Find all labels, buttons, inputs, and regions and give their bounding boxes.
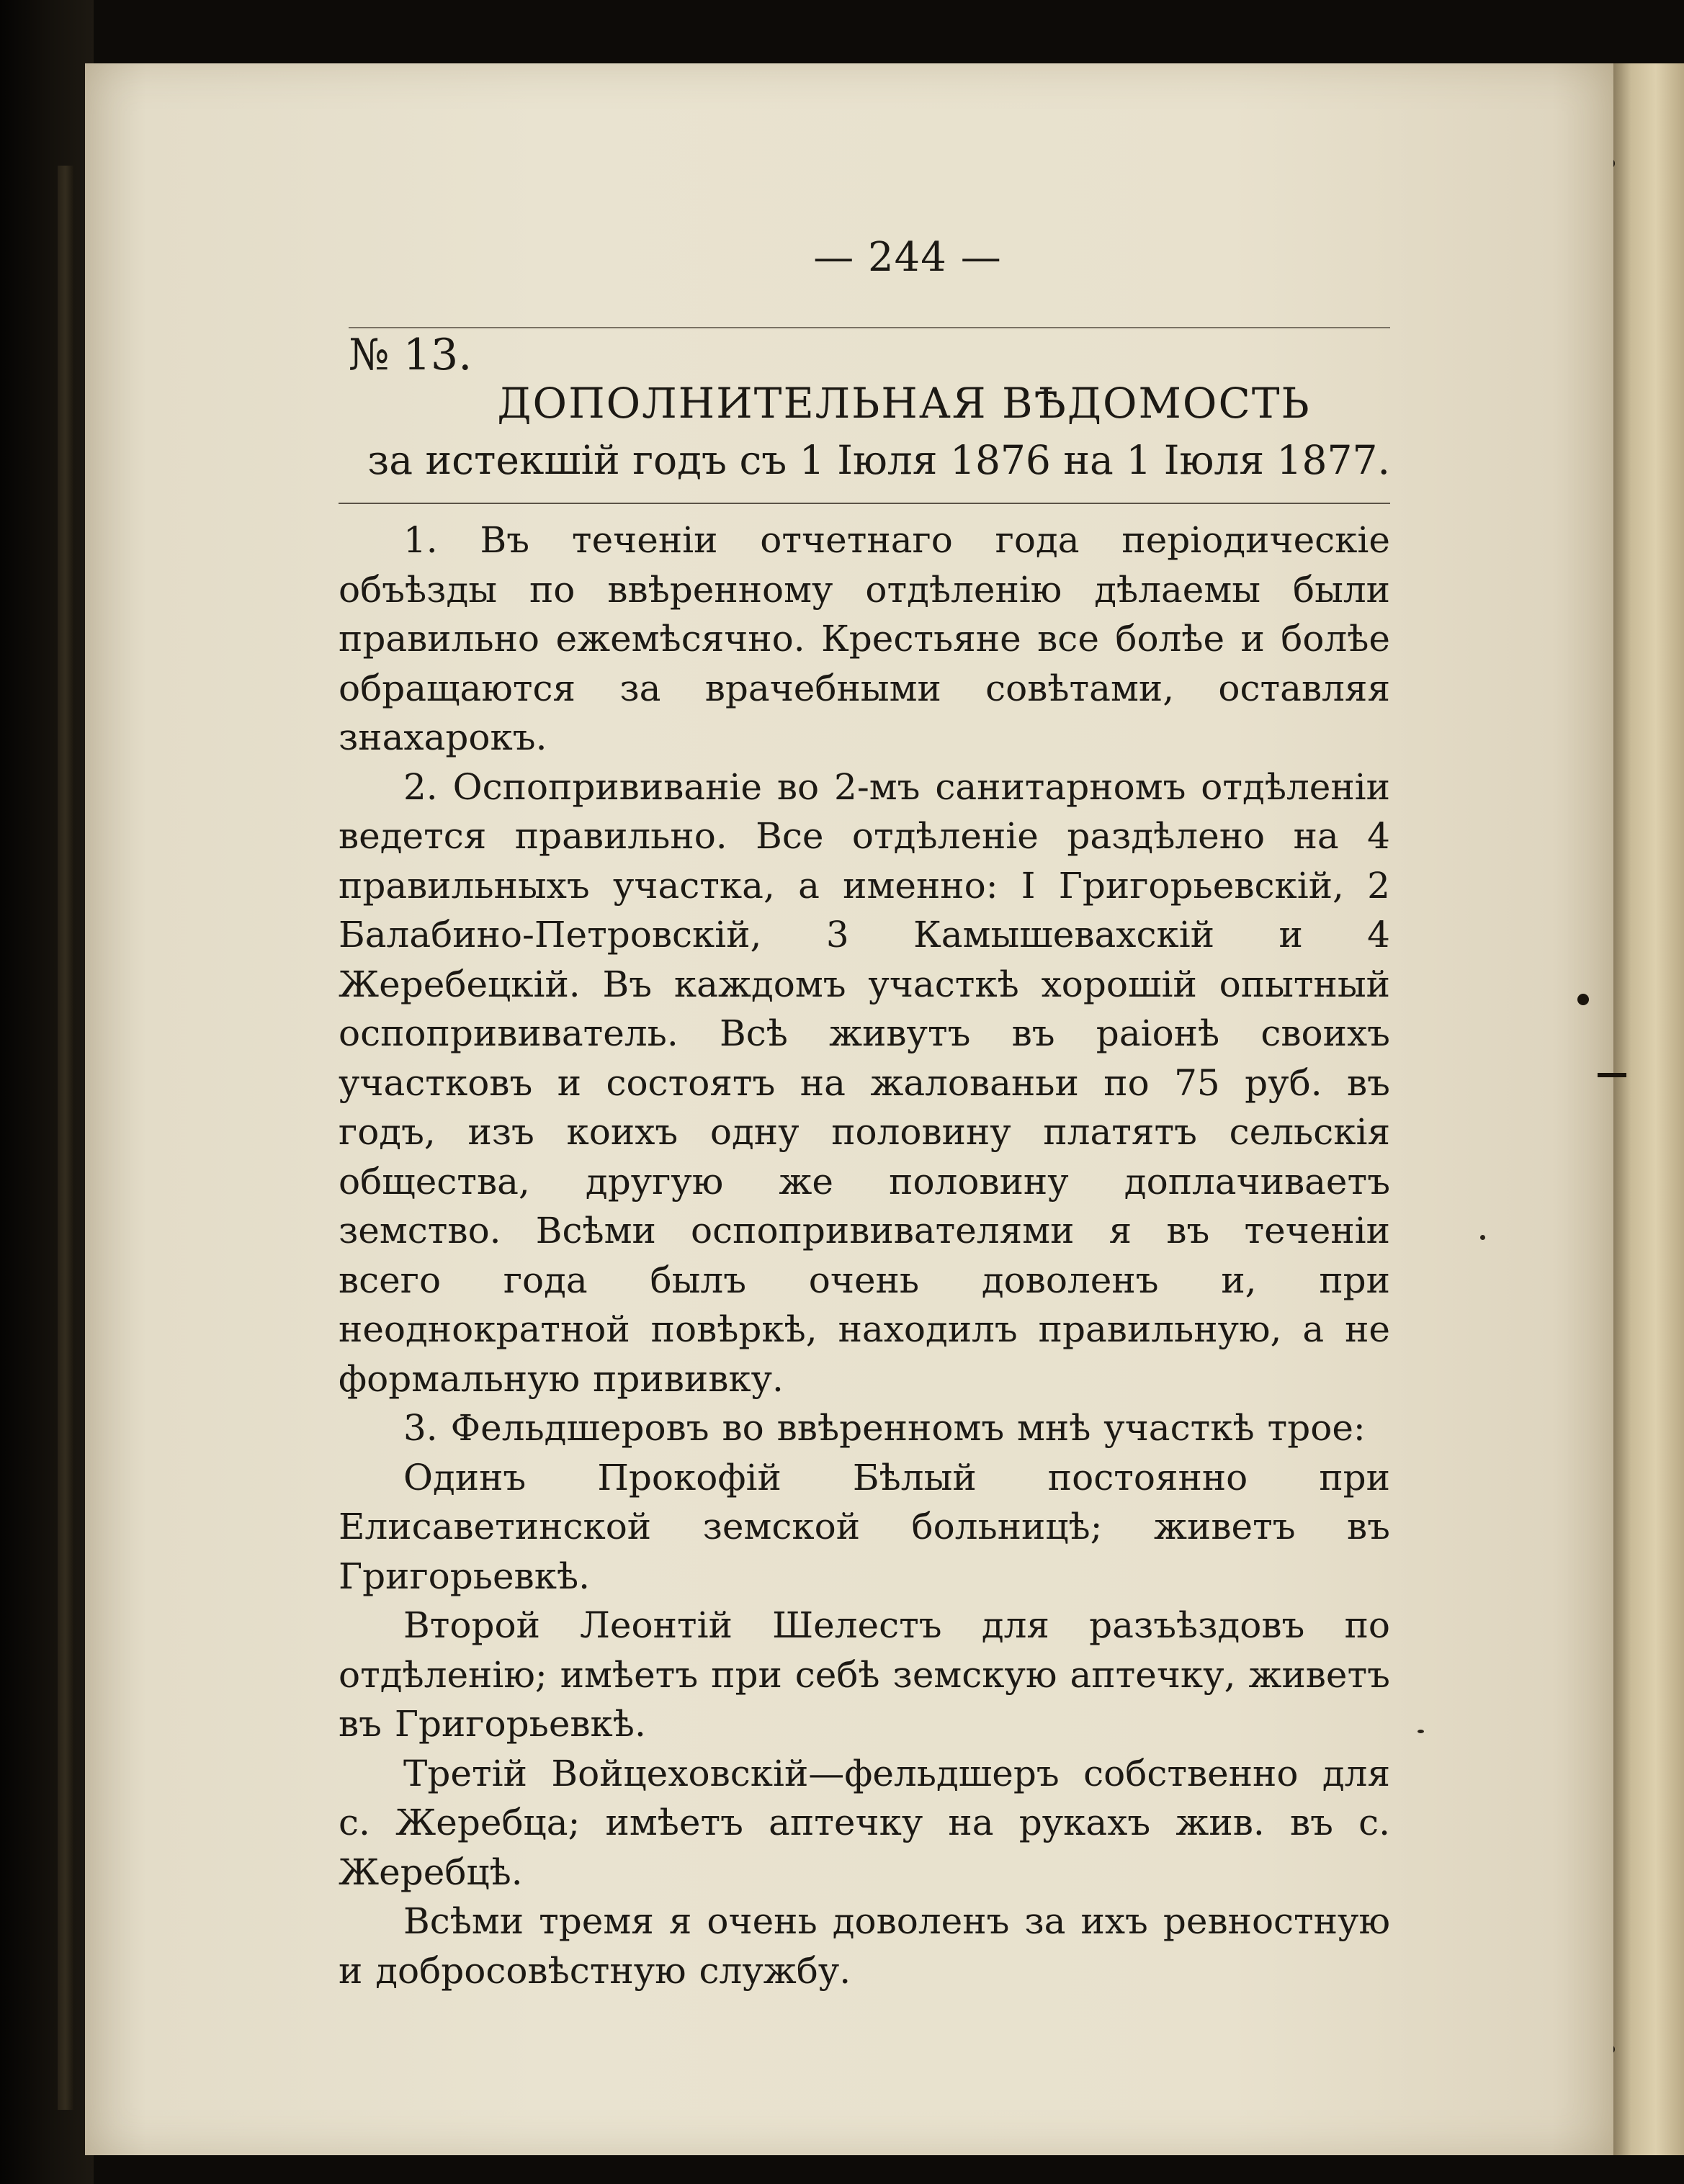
page-content <box>339 229 1390 1995</box>
paragraph-4: Одинъ Прокофій Бѣлый постоянно при Елисаветинской земской больницѣ; живетъ въ Григорьевкѣ. <box>339 1456 1390 1597</box>
header-rule-bottom <box>339 503 1390 504</box>
page-edge-mark <box>1598 1073 1626 1077</box>
facing-page-edge <box>1613 63 1684 2155</box>
paragraph-6: Третій Войцеховскій—фельдшеръ собственно для с. Жеребца; имѣетъ аптечку на рукахъ жив. въ с. Жеребцѣ. <box>339 1752 1390 1893</box>
paragraph-3: 3. Фельдшеровъ во ввѣренномъ мнѣ участкѣ трое: <box>403 1407 1366 1449</box>
document-number: № 13. <box>349 330 472 380</box>
page-edge-mark <box>1577 994 1589 1005</box>
page-number: — 244 — <box>813 234 1002 281</box>
book-spine-edge <box>58 166 73 2110</box>
paragraph-7: Всѣми тремя я очень доволенъ за ихъ ревностную и добросовѣстную службу. <box>339 1900 1390 1992</box>
header-rule-top <box>349 327 1390 328</box>
paper-speck <box>1480 1235 1485 1240</box>
paper-speck <box>1417 1730 1424 1733</box>
paragraph-2: 2. Оспопрививаніе во 2-мъ санитарномъ отдѣленіи ведется правильно. Все отдѣленіе раздѣлено на 4 правильныхъ участка, а именно: I Григорьевскій, 2 Балабино-Петровскій, 3 Камышевахскій и 4 Жеребецкій. Въ каждомъ участкѣ хорошій опытный оспопрививатель. Всѣ живутъ въ раіонѣ своихъ участковъ и состоятъ на жалованьи по 75 руб. въ годъ, изъ коихъ одну половину платятъ сельскія общества, другую же половину доплачиваетъ земство. Всѣми оспопрививателями я въ теченіи всего года былъ очень доволенъ и, при неоднократной повѣркѣ, находилъ правильную, а не формальную прививку. <box>339 765 1390 1400</box>
document-title: ДОПОЛНИТЕЛЬНАЯ ВѢДОМОСТЬ <box>497 379 1311 428</box>
paragraph-5: Второй Леонтій Шелестъ для разъѣздовъ по отдѣленію; имѣетъ при себѣ земскую аптечку, живетъ въ Григорьевкѣ. <box>339 1604 1390 1745</box>
dark-background <box>0 0 94 2184</box>
paragraph-1: 1. Въ теченіи отчетнаго года періодическіе объѣзды по ввѣренному отдѣленію дѣлаемы были правильно ежемѣсячно. Крестьяне все болѣе и болѣе обращаются за врачебными совѣтами, оставляя знахарокъ. <box>339 519 1390 758</box>
document-subtitle: за истекшій годъ съ 1 Іюля 1876 на 1 Іюля 1877. <box>367 437 1390 483</box>
